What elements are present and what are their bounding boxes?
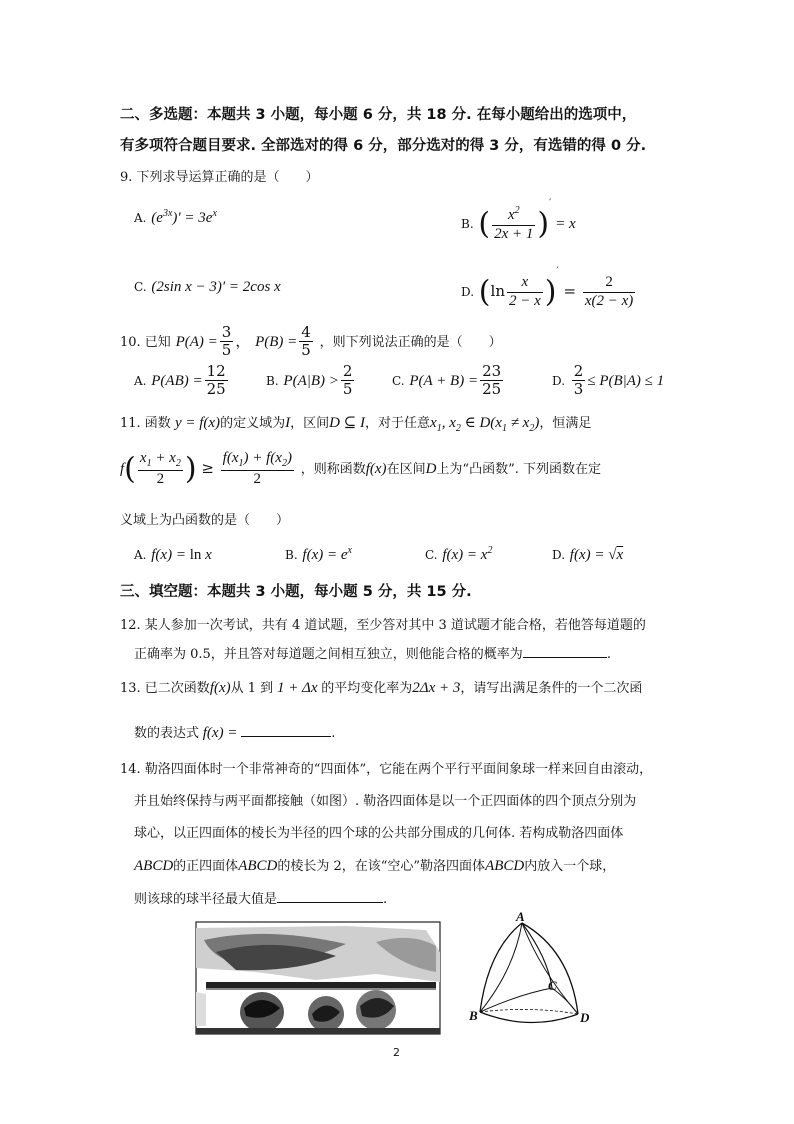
q9-stem: 9. 下列求导运算正确的是（ ）: [120, 170, 319, 185]
section-3-heading: 三、填空题：本题共 3 小题，每小题 5 分，共 15 分.: [120, 584, 472, 600]
section-2-heading-line2: 有多项符合题目要求. 全部选对的得 6 分，部分选对的得 3 分，有选错的得 0 分.: [120, 138, 647, 154]
q12-line1: 12. 某人参加一次考试，共有 4 道试题，至少答对其中 3 道试题才能合格，若他答每道题的: [120, 618, 646, 633]
q12-line2: 正确率为 0.5，并且答对每道题之间相互独立，则他能合格的概率为 .: [134, 647, 611, 662]
vertex-label-a: A: [516, 909, 525, 924]
q9-option-a: A. $(e^{3x})' = 3e^x$: [134, 208, 217, 226]
q13-line2: 数的表达式 f(x) = .: [134, 725, 336, 741]
q11-option-c: C. $f(x) = x^2$: [425, 545, 493, 563]
q10-option-c: C. P(A + B) = $\frac{23}{25}$: [392, 362, 502, 399]
q11-line3: 义域上为凸函数的是（ ）: [120, 513, 290, 528]
q14-line3: 球心，以正四面体的棱长为半径的四个球的公共部分围成的几何体. 若构成勒洛四面体: [134, 826, 624, 841]
reuleaux-tetrahedron-diagram: [470, 910, 610, 1034]
vertex-label-b: B: [469, 1008, 478, 1023]
reuleaux-rolling-photo: [196, 922, 440, 1034]
section-2-heading-line1: 二、多选题：本题共 3 小题，每小题 6 分，共 18 分. 在每小题给出的选项中，: [120, 107, 637, 123]
q11-option-a: A. f(x) = ln x: [134, 547, 212, 563]
q13-line1: 13. 已二次函数f(x)从 1 到 1 + Δx 的平均变化率为2Δx + 3，请写出满足条件的一个二次函: [120, 680, 643, 696]
q10-option-b: B. P(A|B) > $\frac{2}{5}$: [266, 362, 353, 399]
q11-option-d: D. f(x) = √x: [552, 547, 624, 563]
q11-line1: 11. 函数 y = f(x)的定义域为I，区间D ⊆ I，对于任意$x_1$, $x_2$ ∈ $D(x_1 \ne x_2)$，恒满足: [120, 415, 592, 434]
vertex-label-d: D: [580, 1010, 590, 1025]
q11-line2: f( $\frac{x_1 + x_2}{2}$ ) ≥ $\frac{f(x_1) + f(x_2)}{2}$ ，则称函数f(x)在区间D上为“凸函数”. 下列函数在定: [120, 450, 601, 487]
q14-line2: 并且始终保持与两平面都接触（如图）. 勒洛四面体是以一个正四面体的四个顶点分别为: [134, 794, 637, 809]
q13-answer-blank[interactable]: [241, 736, 331, 737]
page-number: 2: [393, 1046, 400, 1059]
q10-option-d: D. $\frac{2}{3}$ ≤ P(B|A) ≤ 1: [552, 362, 665, 399]
q14-answer-blank[interactable]: [277, 902, 383, 903]
q10-stem: 10. 已知 P(A) = $\frac{3}{5}$ ， P(B) = $\frac{4}{5}$ ，则下列说法正确的是（ ）: [120, 323, 502, 360]
q9-option-c: C. (2sin x − 3)′ = 2cos x: [134, 279, 281, 295]
q14-line4: ABCD的正四面体ABCD的棱长为 2，在该“空心”勒洛四面体ABCD内放入一个球，: [134, 858, 616, 874]
q12-answer-blank[interactable]: [523, 657, 607, 658]
q10-option-a: A. P(AB) = $\frac{12}{25}$: [134, 362, 226, 399]
q14-line1: 14. 勒洛四面体时一个非常神奇的“四面体”，它能在两个平行平面间象球一样来回自由滚动，: [120, 762, 653, 777]
vertex-label-c: C: [548, 978, 557, 993]
q9-option-b: B. ( $\frac{x^2}{2x + 1}$ )′ = x: [461, 198, 576, 242]
q14-line5: 则该球的球半径最大值是 .: [134, 892, 388, 907]
q11-option-b: B. $f(x) = e^x$: [285, 545, 352, 563]
q9-option-d: D. (ln $\frac{x}{2 - x}$ )′ = $\frac{2}{x(2 - x)}$: [461, 266, 634, 310]
